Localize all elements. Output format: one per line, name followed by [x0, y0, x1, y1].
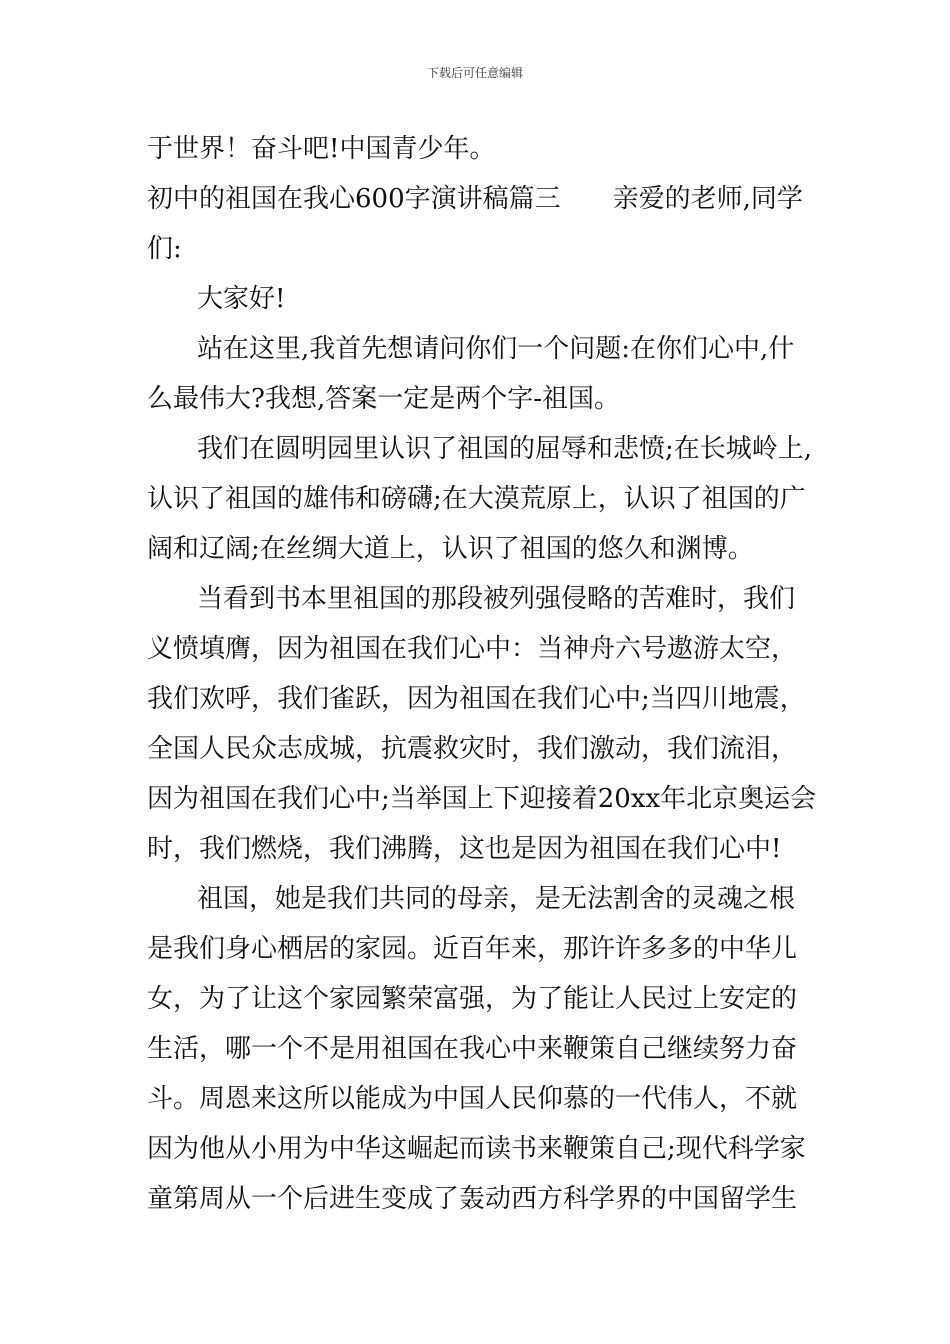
section-title-line: 初中的祖国在我心600字演讲稿篇三 亲爱的老师,同学 [147, 184, 803, 214]
text-line: 全国人民众志成城，抗震救灾时，我们激动，我们流泪， [147, 734, 798, 764]
text-line: 因为他从小用为中华这崛起而读书来鞭策自己;现代科学家 [147, 1134, 806, 1164]
paragraph-start-line: 我们在圆明园里认识了祖国的屈辱和悲愤;在长城岭上, [197, 434, 813, 464]
text-line: 童第周从一个后进生变成了轰动西方科学界的中国留学生 [147, 1184, 798, 1214]
text-line: 于世界！奋斗吧!中国青少年。 [147, 134, 496, 164]
text-line: 们: [147, 234, 182, 264]
text-line: 生活，哪一个不是用祖国在我心中来鞭策自己继续努力奋 [147, 1034, 798, 1064]
text-line: 女，为了让这个家园繁荣富强，为了能让人民过上安定的 [147, 984, 798, 1014]
text-line: 因为祖国在我们心中;当举国上下迎接着20xx年北京奥运会 [147, 784, 817, 814]
paragraph-start-line: 站在这里,我首先想请问你们一个问题:在你们心中,什 [197, 334, 795, 364]
text-line: 阔和辽阔;在丝绸大道上，认识了祖国的悠久和渊博。 [147, 534, 754, 564]
paragraph-start-line: 当看到书本里祖国的那段被列强侵略的苦难时，我们 [197, 584, 796, 614]
greeting-line: 大家好! [197, 284, 286, 314]
text-line: 是我们身心栖居的家园。近百年来，那许许多多的中华儿 [147, 934, 798, 964]
text-line: 时，我们燃烧，我们沸腾，这也是因为祖国在我们心中! [147, 834, 782, 864]
text-line: 么最伟大?我想,答案一定是两个字-祖国。 [147, 384, 620, 414]
text-line: 我们欢呼，我们雀跃，因为祖国在我们心中;当四川地震， [147, 684, 806, 714]
document-body [147, 124, 827, 1224]
text-line: 义愤填膺，因为祖国在我们心中：当神舟六号遨游太空， [147, 634, 798, 664]
paragraph-start-line: 祖国，她是我们共同的母亲，是无法割舍的灵魂之根 [197, 884, 796, 914]
text-line: 斗。周恩来这所以能成为中国人民仰慕的一代伟人，不就 [147, 1084, 798, 1114]
page-header: 下载后可任意编辑 [426, 66, 523, 80]
text-line: 认识了祖国的雄伟和磅礴;在大漠荒原上，认识了祖国的广 [147, 484, 806, 514]
